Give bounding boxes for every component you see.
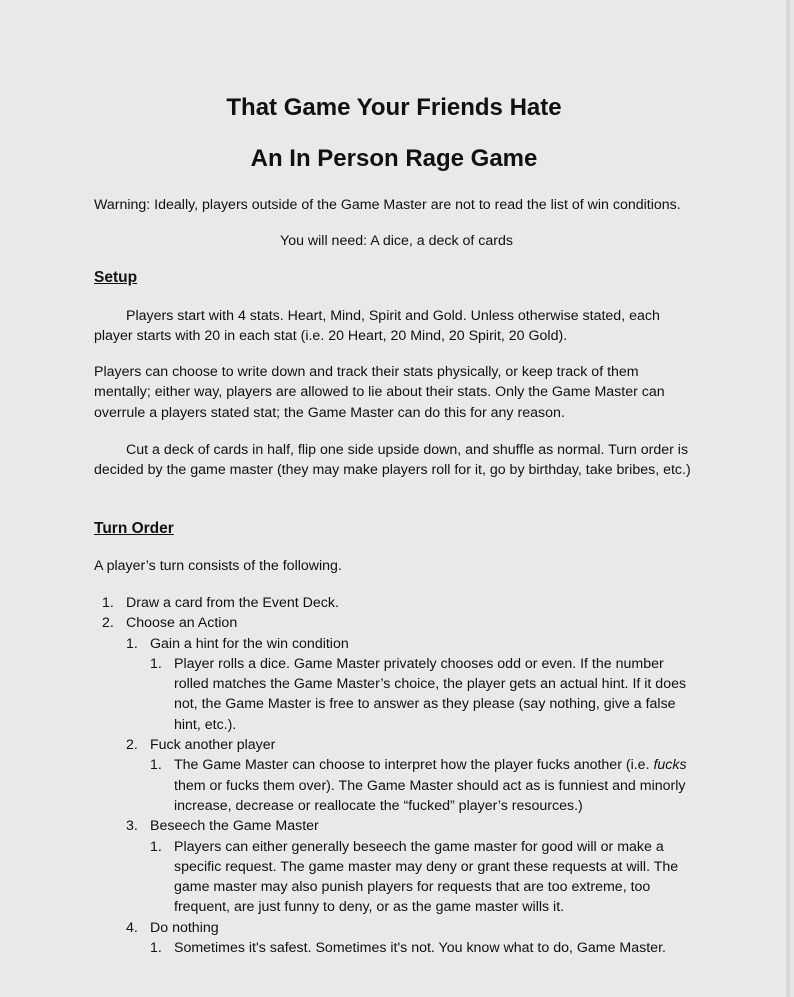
action-detail-text: Player rolls a dice. Game Master privately chooses odd or even. If the number rolled matches the Game Master’s choice, the player gets an actual hint. If it does not, the Game Master is free to answer as they please (say nothing, give a false hint, etc.).: [174, 655, 687, 733]
list-number: 4.: [126, 919, 138, 936]
list-number: 1.: [150, 655, 162, 672]
list-number: 1.: [102, 595, 114, 611]
list-number: 2.: [126, 737, 138, 754]
action-detail: [94, 755, 699, 816]
list-number: 1.: [150, 940, 162, 957]
list-item: [94, 593, 699, 613]
requirements-text: You will need: A dice, a deck of cards: [280, 233, 513, 249]
action-item: [94, 816, 699, 836]
setup-paragraph-2: Players can choose to write down and track their stats physically, or keep track of them mentally; either way, players are allowed to lie about their stats. Only the Game Master can overrule a players stated stat; the Game Master can do this for any reason.: [94, 364, 665, 421]
action-detail: [94, 837, 699, 918]
list-number: 3.: [126, 818, 138, 835]
action-detail-text-start: The Game Master can choose to interpret how the player fucks another (i.e.: [174, 757, 654, 774]
action-title: Do nothing: [150, 919, 219, 936]
action-item: [94, 735, 699, 755]
action-detail-text: Sometimes it's safest. Sometimes it's not. You know what to do, Game Master.: [174, 940, 666, 957]
action-detail: [94, 654, 699, 735]
setup-paragraph-3: Cut a deck of cards in half, flip one side upside down, and shuffle as normal. Turn order is decided by the game master (they may make players roll for it, go by birthday, take bribes, etc.): [94, 442, 691, 479]
list-number: 2.: [102, 615, 114, 632]
setup-paragraph-1: Players start with 4 stats. Heart, Mind, Spirit and Gold. Unless otherwise stated, each player starts with 20 in each stat (i.e. 20 Heart, 20 Mind, 20 Spirit, 20 Gold).: [94, 308, 660, 345]
action-title: Gain a hint for the win condition: [150, 635, 349, 652]
turn-order-list: [94, 593, 699, 958]
list-item-text: Choose an Action: [126, 615, 238, 632]
page-title: That Game Your Friends Hate: [226, 94, 562, 121]
action-title: Fuck another player: [150, 737, 276, 754]
list-number: 1.: [126, 635, 138, 652]
turn-order-intro: A player’s turn consists of the following.: [94, 558, 342, 574]
action-detail-text: [174, 757, 687, 814]
action-item: [94, 634, 699, 654]
action-title: Beseech the Game Master: [150, 818, 319, 835]
emphasis-text: fucks: [653, 757, 687, 774]
action-detail-text-end: them or fucks them over). The Game Master should act as is funniest and minorly increase, decrease or reallocate the “fucked” player’s resources.): [174, 777, 686, 814]
turn-order-heading: Turn Order: [94, 520, 174, 537]
action-detail: [94, 938, 699, 958]
list-item: [94, 613, 699, 633]
page-subtitle: An In Person Rage Game: [250, 145, 538, 172]
list-number: 1.: [150, 838, 162, 855]
list-item-text: Draw a card from the Event Deck.: [126, 595, 339, 611]
action-item: [94, 918, 699, 938]
warning-text: Warning: Ideally, players outside of the Game Master are not to read the list of win conditions.: [94, 197, 681, 213]
list-number: 1.: [150, 757, 162, 774]
setup-heading: Setup: [94, 269, 138, 286]
action-detail-text: Players can either generally beseech the game master for good will or make a specific request. The game master may deny or grant these requests at will. The game master may also punish players for requests that are too extreme, too frequent, are just funny to deny, or as the game master wills it.: [174, 838, 679, 916]
